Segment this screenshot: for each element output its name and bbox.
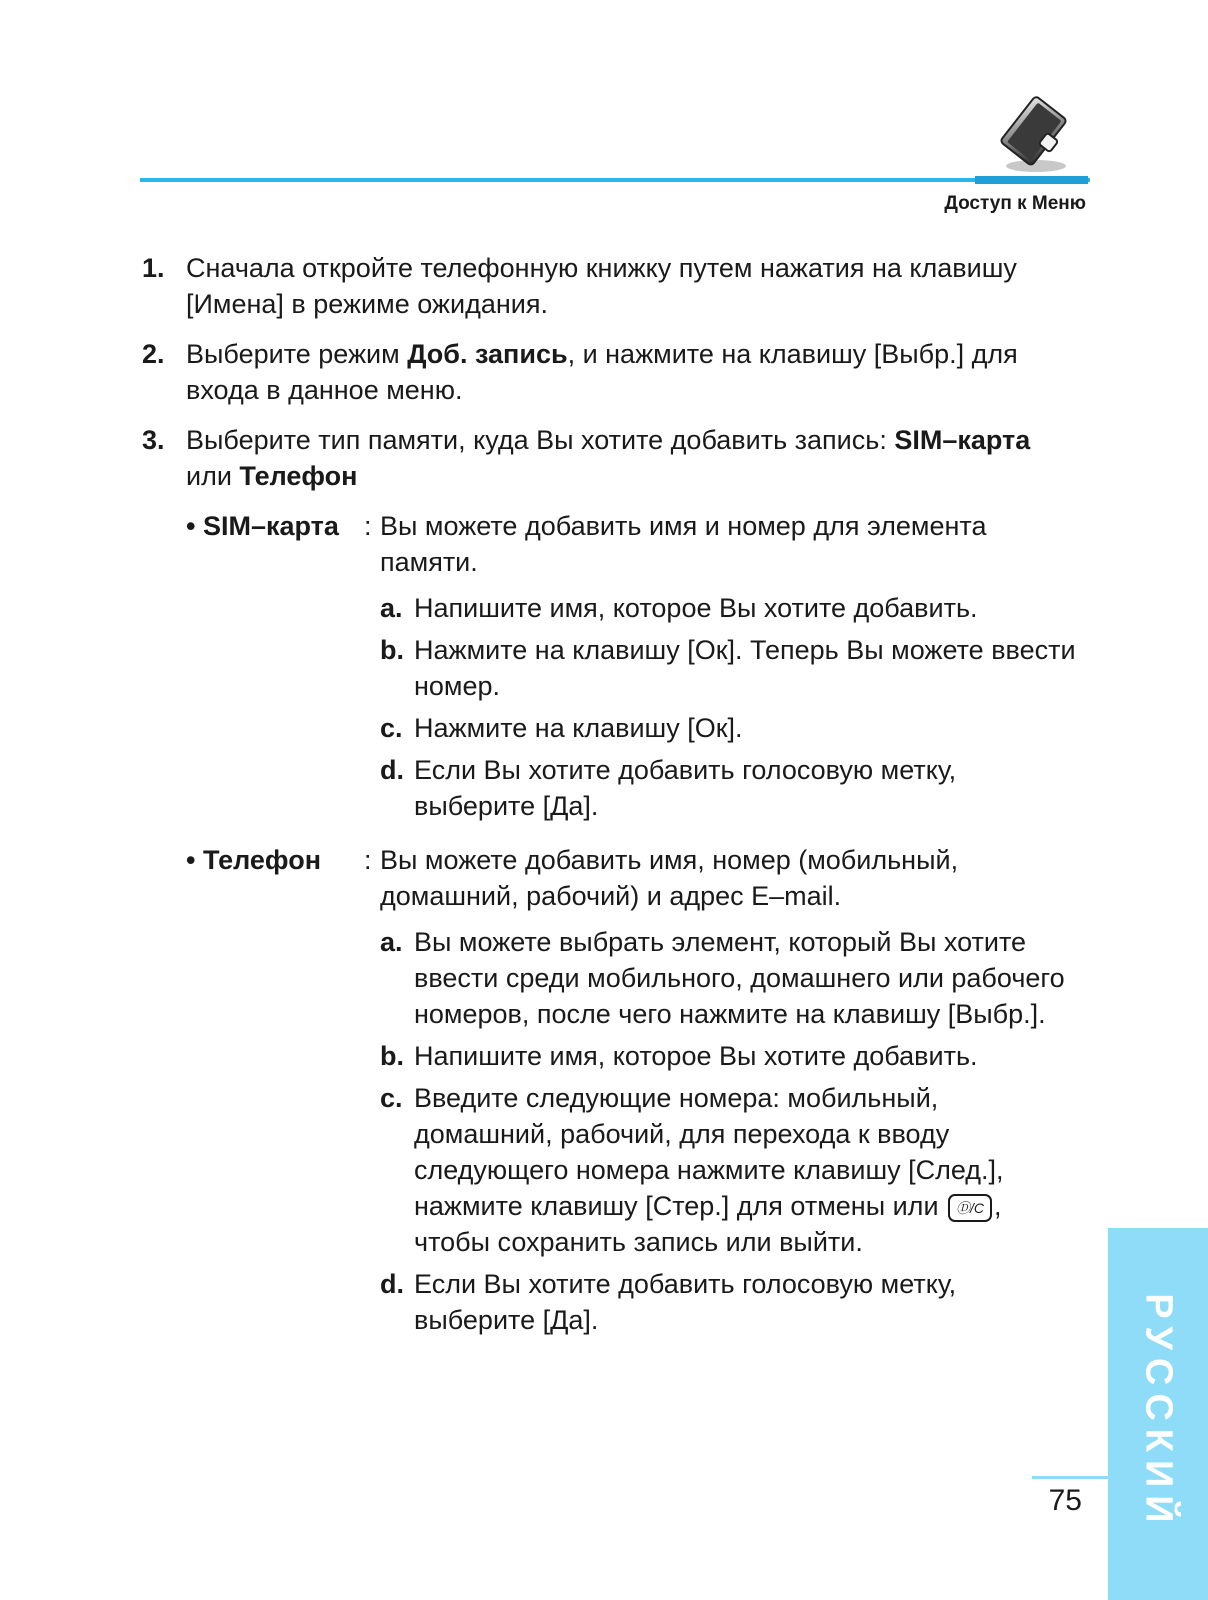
step-number: 2. (142, 339, 165, 369)
page-number-rule (1032, 1476, 1108, 1479)
sub-step-text: Напишите имя, которое Вы хотите добавить. (414, 1041, 978, 1071)
sub-step-letter: d. (380, 755, 404, 785)
option-description: Вы можете добавить имя, номер (мобильный, домашний, рабочий) и адрес E–mail. (380, 845, 959, 911)
instructions (142, 250, 1082, 1338)
step-1 (142, 250, 1082, 322)
sub-step (380, 710, 1082, 746)
step-text-part: Выберите тип памяти, куда Вы хотите добавить запись: (186, 425, 895, 455)
option-name: Телефон (239, 461, 358, 491)
sub-step-letter: b. (380, 1041, 404, 1071)
step-text (186, 422, 1082, 494)
sub-step-letter: a. (380, 927, 403, 957)
header-rule (140, 178, 1090, 182)
option-name: SIM–карта (894, 425, 1031, 455)
sub-step (380, 1038, 1082, 1074)
sub-step (380, 1266, 1082, 1338)
option-description: Вы можете добавить имя и номер для элемента памяти. (380, 511, 987, 577)
sub-step-letter: c. (380, 1083, 403, 1113)
sub-step-text: Напишите имя, которое Вы хотите добавить. (414, 593, 978, 623)
end-clear-key-icon: Ⓓ/C (948, 1194, 992, 1222)
sub-step (380, 924, 1082, 1032)
step-text-part: или (186, 461, 240, 491)
sub-step-text: Нажмите на клавишу [Ок]. Теперь Вы можете ввести номер. (414, 635, 1076, 701)
language-tab-label: РУССКИЙ (1137, 1293, 1180, 1531)
sub-step (380, 1080, 1082, 1260)
sub-step-text (414, 1080, 1082, 1260)
step-text-part: , и нажмите на клавишу [Выбр.] для входа в данное меню. (186, 339, 1018, 405)
step-2 (142, 336, 1082, 408)
sub-step (380, 752, 1082, 824)
sub-step-list (380, 590, 1082, 824)
step-text (186, 336, 1082, 408)
sub-step-text-part: Введите следующие номера: мобильный, домашний, рабочий, для перехода к вводу следующего номера нажмите клавишу [След.], нажмите клавишу [Стер.] для отмены или (414, 1083, 1004, 1221)
sub-step-text: Нажмите на клавишу [Ок]. (414, 713, 743, 743)
step-text-part: Выберите режим (186, 339, 408, 369)
sub-step-letter: b. (380, 635, 404, 665)
option-sim-card (186, 508, 1082, 824)
step-text: Сначала откройте телефонную книжку путем нажатия на клавишу [Имена] в режиме ожидания. (186, 253, 1017, 319)
sub-step-list (380, 924, 1082, 1338)
option-body (380, 842, 1082, 1338)
sub-step-text: Вы можете выбрать элемент, который Вы хотите ввести среди мобильного, домашнего или рабочего номеров, после чего нажмите на клавишу [Выбр.]. (414, 927, 1065, 1029)
step-number: 1. (142, 253, 165, 283)
option-phone (186, 842, 1082, 1338)
step-3 (142, 422, 1082, 494)
page-number: 75 (1048, 1484, 1082, 1517)
sub-step-letter: d. (380, 1269, 404, 1299)
phonebook-icon (992, 96, 1072, 176)
option-label: • SIM–карта (186, 511, 339, 541)
sub-step (380, 590, 1082, 626)
option-separator: : (364, 845, 372, 875)
sub-step-text-part: , чтобы сохранить запись или выйти. (414, 1191, 1002, 1257)
step-number: 3. (142, 425, 165, 455)
menu-name: Доб. запись (407, 339, 568, 369)
option-separator: : (364, 511, 372, 541)
sub-step (380, 632, 1082, 704)
option-body (380, 508, 1082, 824)
header-rule-accent (975, 176, 1088, 184)
sub-step-letter: c. (380, 713, 403, 743)
header-title: Доступ к Меню (944, 193, 1086, 214)
sub-step-letter: a. (380, 593, 403, 623)
sub-step-text: Если Вы хотите добавить голосовую метку, выберите [Да]. (414, 755, 957, 821)
sub-step-text: Если Вы хотите добавить голосовую метку, выберите [Да]. (414, 1269, 957, 1335)
option-label: • Телефон (186, 845, 321, 875)
